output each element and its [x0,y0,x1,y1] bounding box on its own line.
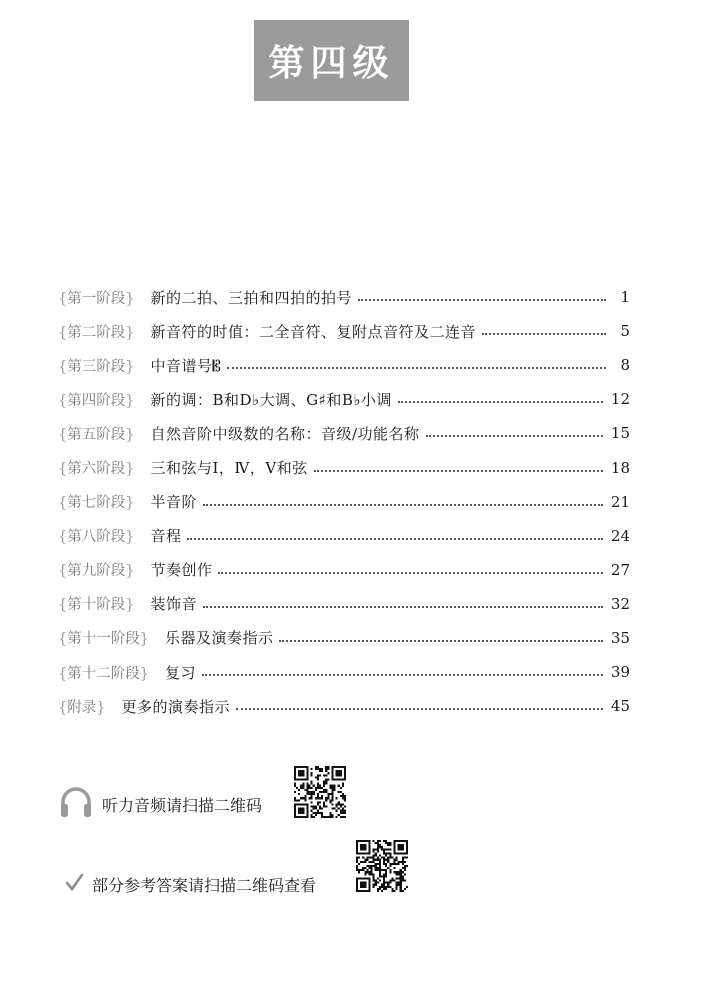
toc-entry-title: 中音谱号𝄡 [150,356,222,375]
brace-open: { [58,665,68,682]
toc-page-number: 39 [610,663,630,682]
toc-stage-label: 第八阶段 [67,529,126,546]
brace-open: { [58,597,68,614]
toc-entry-title: 三和弦与Ⅰ，Ⅳ，Ⅴ和弦 [150,459,308,478]
toc-row[interactable] [58,280,630,314]
toc-stage-label: 第十二阶段 [67,665,140,682]
toc-stage-label: 第一阶段 [67,290,126,307]
brace-open: { [58,495,68,512]
toc-stage [58,559,134,580]
toc-entry-title: 乐器及演奏指示 [164,629,274,648]
toc-page-number: 35 [610,628,630,647]
brace-open: { [58,461,68,478]
dot-leader [482,333,606,335]
toc-stage [58,696,105,717]
answers-label: 部分参考答案请扫描二维码查看 [92,875,317,895]
brace-close: } [139,665,149,682]
brace-open: { [58,426,68,443]
toc-page-number: 12 [610,390,630,409]
toc-page-number: 8 [620,356,630,375]
brace-open: { [58,290,68,307]
brace-open: { [58,358,68,375]
toc-row[interactable] [58,655,630,689]
toc-stage [58,389,134,410]
toc-stage [58,627,149,648]
toc-stage [58,662,149,683]
answers-qr-code[interactable] [356,840,408,892]
toc-entry-title: 装饰音 [150,595,197,614]
brace-close: } [125,461,135,478]
dot-leader [398,401,603,403]
toc-row[interactable] [58,621,630,655]
toc-stage-label: 第九阶段 [67,563,126,580]
dot-leader [202,674,603,676]
headphones-icon [58,784,94,824]
dot-leader [218,572,602,574]
dot-leader [227,367,606,369]
toc-row[interactable] [58,382,630,416]
toc-stage [58,525,134,546]
toc-stage-label: 第十阶段 [67,597,126,614]
dot-leader [314,470,603,472]
toc-entry-title: 新音符的时值：二全音符、复附点音符及二连音 [150,322,476,341]
toc-stage-label: 第二阶段 [67,324,126,341]
brace-open: { [58,631,68,648]
toc-page-number: 24 [610,526,630,545]
toc-stage [58,423,134,444]
toc-page-number: 1 [620,288,630,307]
answers-note [64,872,316,896]
toc-stage-label: 附录 [67,699,97,716]
toc-stage-label: 第四阶段 [67,392,126,409]
brace-close: } [125,495,135,512]
toc-entry-title: 节奏创作 [150,561,213,580]
toc-row[interactable] [58,450,630,484]
toc-stage [58,355,134,376]
toc-stage [58,491,134,512]
toc-row[interactable] [58,485,630,519]
dot-leader [358,299,606,301]
brace-open: { [58,563,68,580]
audio-qr-code[interactable] [294,766,346,818]
toc-page-number: 21 [610,492,630,511]
toc-entry-title: 新的二拍、三拍和四拍的拍号 [150,288,352,307]
toc-entry-title: 更多的演奏指示 [121,697,230,716]
brace-open: { [58,392,68,409]
brace-close: } [139,631,149,648]
brace-close: } [96,699,106,716]
toc-stage-label: 第五阶段 [67,426,126,443]
dot-leader [426,435,603,437]
audio-label: 听力音频请扫描二维码 [102,795,263,815]
brace-close: } [125,358,135,375]
toc-page-number: 5 [620,322,630,341]
toc-page-number: 27 [610,560,630,579]
toc-entry-title: 半音阶 [150,493,197,512]
brace-close: } [125,392,135,409]
brace-close: } [125,426,135,443]
toc-page-number: 32 [610,594,630,613]
toc-stage [58,457,134,478]
toc-row[interactable] [58,553,630,587]
toc-page-number: 18 [610,458,630,477]
brace-close: } [125,529,135,546]
toc-stage [58,321,134,342]
toc-stage-label: 第六阶段 [67,461,126,478]
toc-row[interactable] [58,519,630,553]
toc-entry-title: 新的调：B和D♭大调、G♯和B♭小调 [150,390,392,409]
dot-leader [279,640,602,642]
toc-row[interactable] [58,587,630,621]
toc-row[interactable] [58,348,630,382]
table-of-contents [58,280,630,723]
brace-open: { [58,324,68,341]
dot-leader [203,606,603,608]
level-title: 第四级 [254,20,409,101]
toc-row[interactable] [58,689,630,723]
dot-leader [187,538,602,540]
brace-open: { [58,529,68,546]
brace-close: } [125,563,135,580]
brace-open: { [58,699,68,716]
toc-entry-title: 复习 [164,663,196,682]
toc-stage-label: 第三阶段 [67,358,126,375]
brace-close: } [125,324,135,341]
toc-entry-title: 音程 [150,527,182,546]
audio-note [58,784,262,824]
toc-row[interactable] [58,314,630,348]
toc-stage-label: 第十一阶段 [67,631,140,648]
checkmark-icon [64,872,84,896]
toc-stage-label: 第七阶段 [67,495,126,512]
brace-close: } [125,597,135,614]
brace-close: } [125,290,135,307]
toc-stage [58,593,134,614]
toc-entry-title: 自然音阶中级数的名称：音级/功能名称 [150,424,420,443]
toc-row[interactable] [58,416,630,450]
dot-leader [236,708,603,710]
toc-stage [58,287,134,308]
dot-leader [203,504,603,506]
toc-page-number: 15 [610,424,630,443]
toc-page-number: 45 [610,697,630,716]
